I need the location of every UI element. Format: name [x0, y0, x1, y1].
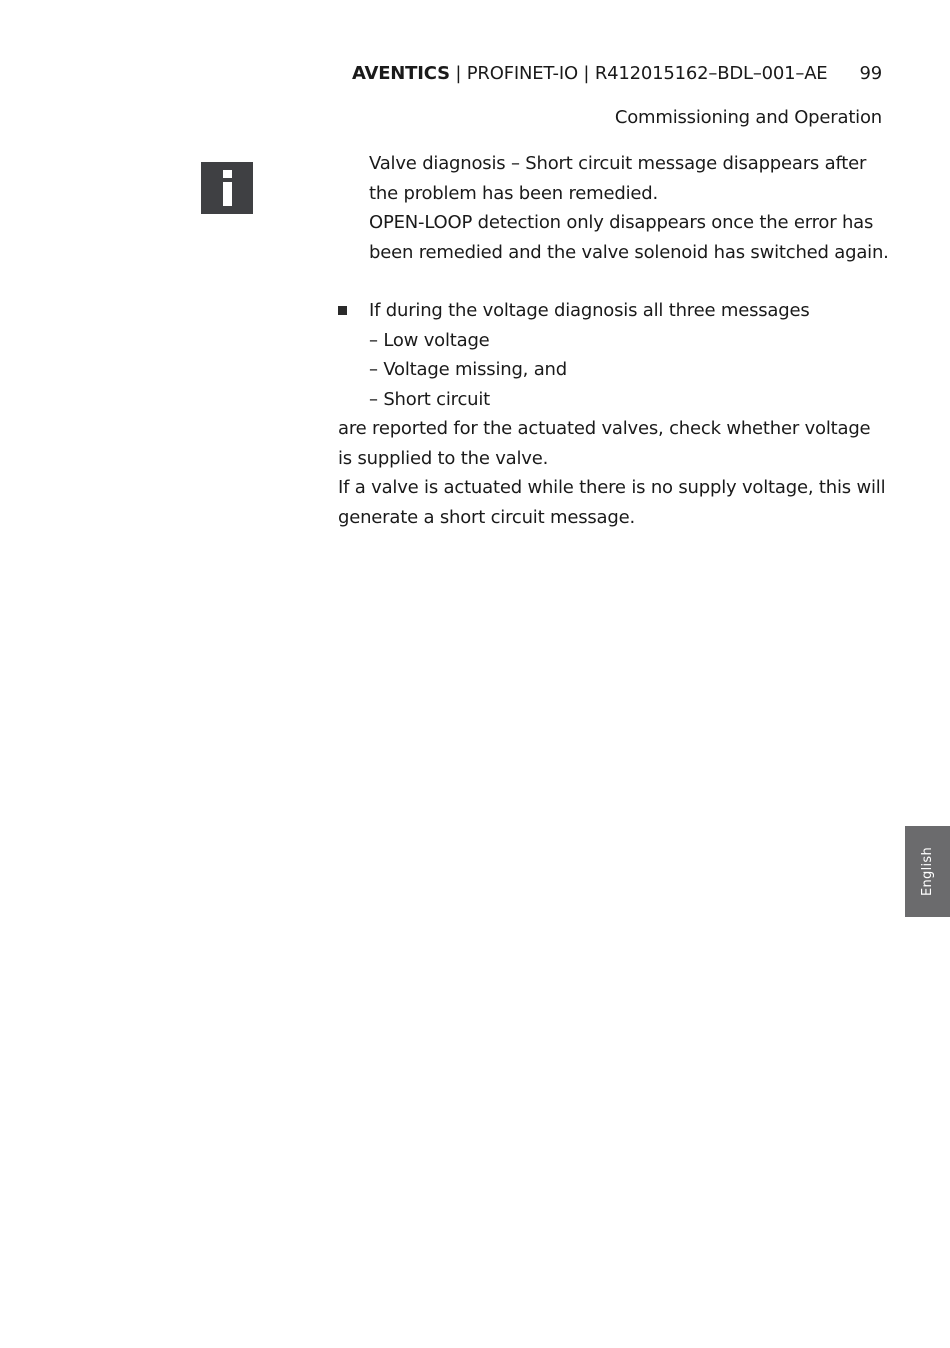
info-glyph-icon: [201, 162, 253, 214]
running-header: [352, 62, 882, 86]
body-line: If a valve is actuated while there is no supply voltage, this will: [338, 477, 886, 498]
sub-item: – Low voltage: [369, 329, 490, 351]
info-note: [369, 149, 909, 267]
bullet-lead-text: If during the voltage diagnosis all three messages: [369, 300, 810, 321]
language-tab: [905, 826, 950, 917]
note-line: the problem has been remedied.: [369, 182, 659, 204]
bullet-list-item: [338, 296, 898, 532]
sub-item: – Short circuit: [369, 388, 491, 410]
note-line: Valve diagnosis – Short circuit message disappears after: [369, 153, 867, 174]
square-bullet-icon: [338, 306, 347, 315]
body-line: generate a short circuit message.: [338, 506, 636, 528]
page-number: 99: [859, 63, 882, 84]
sub-item: – Voltage missing, and: [369, 359, 567, 380]
body-line: are reported for the actuated valves, check whether voltage: [338, 418, 871, 439]
note-line: been remedied and the valve solenoid has switched again.: [369, 241, 889, 263]
brand-name: AVENTICS: [351, 63, 450, 84]
body-line: is supplied to the valve.: [338, 447, 549, 469]
language-tab-label: English: [920, 846, 936, 897]
document-reference: | PROFINET-IO | R412015162–BDL–001–AE: [449, 63, 828, 84]
section-title: Commissioning and Operation: [614, 107, 882, 128]
note-line: OPEN-LOOP detection only disappears once the error has: [369, 212, 874, 233]
bullet-row: [338, 296, 898, 326]
info-icon: [201, 162, 253, 214]
